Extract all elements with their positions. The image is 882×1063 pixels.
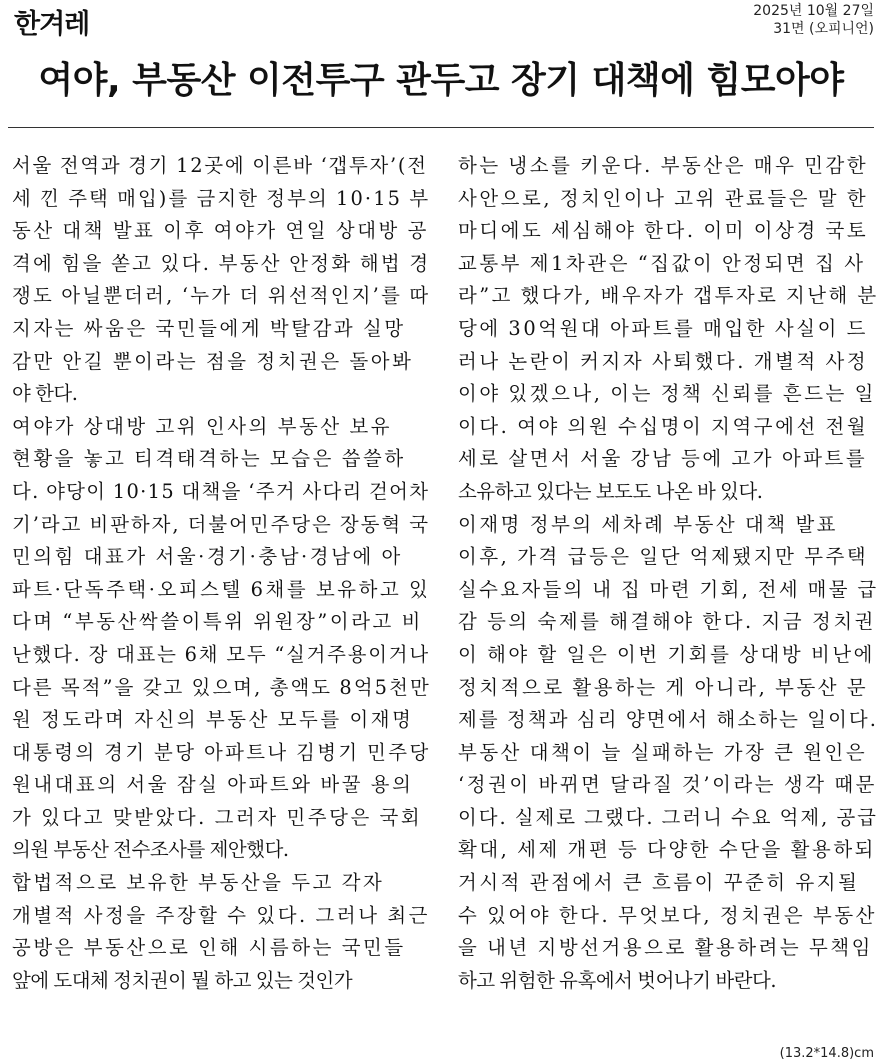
article-text-line: 앞에 도대체 정치권이 뭘 하고 있는 것인가 — [12, 968, 353, 992]
article-text-line: 다. 야당이 10·15 대책을 ‘주거 사다리 걷어차 — [12, 479, 430, 503]
article-text-line: 이다. 실제로 그랬다. 그러니 수요 억제, 공급 — [458, 805, 878, 829]
article-text-line: 정치적으로 활용하는 게 아니라, 부동산 문 — [458, 675, 869, 699]
article-text-line: 야 한다. — [12, 382, 78, 406]
article-text-line: 교통부 제1차관은 “집값이 안정되면 집 사 — [458, 251, 866, 275]
article-text-line: 러나 논란이 커지자 사퇴했다. 개별적 사정 — [458, 349, 869, 373]
article-text-line: 마디에도 세심해야 한다. 이미 이상경 국토 — [458, 219, 869, 243]
article-text-line: 이재명 정부의 세차례 부동산 대책 발표 — [458, 512, 839, 536]
article-text-line: 쟁도 아닐뿐더러, ‘누가 더 위선적인지’를 따 — [12, 284, 431, 308]
article-text-line: 격에 힘을 쏟고 있다. 부동산 안정화 해법 경 — [12, 251, 431, 275]
article-text-line: 서울 전역과 경기 12곳에 이른바 ‘갭투자’(전 — [12, 154, 428, 177]
article-column-right — [458, 150, 879, 997]
article-text-line: 원 정도라며 자신의 부동산 모두를 이재명 — [12, 708, 414, 732]
article-text-line: 이야 있겠으나, 이는 정책 신뢰를 흔드는 일 — [458, 382, 876, 406]
article-text-line: 소유하고 있다는 보도도 나온 바 있다. — [458, 479, 763, 503]
article-headline: 여야, 부동산 이전투구 관두고 장기 대책에 힘모아야 — [38, 60, 844, 101]
article-text-line: 감만 안길 뿐이라는 점을 정치권은 돌아봐 — [12, 349, 414, 373]
article-text-line: 다며 “부동산싹쓸이특위 위원장”이라고 비 — [12, 610, 423, 634]
article-text-line: 하고 위험한 유혹에서 벗어나기 바란다. — [458, 968, 777, 992]
newspaper-logo: 한겨레 — [14, 9, 90, 40]
article-text-line: 세로 살면서 서울 강남 등에 고가 아파트를 — [458, 447, 868, 471]
article-text-line: 감 등의 숙제를 해결해야 한다. 지금 정치권 — [458, 610, 876, 634]
article-text-line: 제를 정책과 심리 양면에서 해소하는 일이다. — [458, 708, 879, 732]
article-text-line: 난했다. 장 대표는 6채 모두 “실거주용이거나 — [12, 642, 430, 666]
article-text-line: 합법적으로 보유한 부동산을 두고 각자 — [12, 871, 385, 895]
article-text-line: 수 있어야 한다. 무엇보다, 정치권은 부동산 — [458, 903, 877, 927]
article-text-line: 파트·단독주택·오피스텔 6채를 보유하고 있 — [12, 577, 431, 601]
article-text-line: 의원 부동산 전수조사를 제안했다. — [12, 838, 289, 862]
clipping-dimensions: (13.2*14.8)cm — [779, 1046, 874, 1061]
article-text-line: 세 낀 주택 매입)를 금지한 정부의 10·15 부 — [12, 186, 431, 210]
article-text-line: 원내대표의 서울 잠실 아파트와 바꿀 용의 — [12, 773, 414, 797]
masthead-meta — [753, 2, 874, 38]
article-text-line: 이 해야 할 일은 이번 기회를 상대방 비난에 — [458, 642, 875, 666]
article-text-line: 기’라고 비판하자, 더불어민주당은 장동혁 국 — [12, 512, 430, 536]
article-text-line: 다른 목적”을 갖고 있으며, 총액도 8억5천만 — [12, 675, 431, 699]
article-text-line: 을 내년 지방선거용으로 활용하려는 무책임 — [458, 936, 874, 960]
article-text-line: 하는 냉소를 키운다. 부동산은 매우 민감한 — [458, 154, 869, 177]
article-text-line: 당에 30억원대 아파트를 매입한 사실이 드 — [458, 316, 868, 340]
article-text-line: 대통령의 경기 분당 아파트나 김병기 민주당 — [12, 740, 431, 764]
article-text-line: 개별적 사정을 주장할 수 있다. 그러나 최근 — [12, 903, 430, 927]
article-column-left — [12, 150, 431, 997]
article-text-line: 현황을 놓고 티격태격하는 모습은 씁쓸하 — [12, 447, 406, 471]
headline-divider — [8, 127, 874, 128]
article-text-line: 가 있다고 맞받았다. 그러자 민주당은 국회 — [12, 805, 423, 829]
article-text-line: 이후, 가격 급등은 일단 억제됐지만 무주택 — [458, 545, 869, 569]
article-text-line: 공방은 부동산으로 인해 시름하는 국민들 — [12, 936, 406, 960]
article-text-line: 민의힘 대표가 서울·경기·충남·경남에 아 — [12, 545, 403, 569]
article-text-line: 동산 대책 발표 이후 여야가 연일 상대방 공 — [12, 219, 429, 243]
article-text-line: 확대, 세제 개편 등 다양한 수단을 활용하되 — [458, 838, 876, 862]
article-text-line: 지자는 싸움은 국민들에게 박탈감과 실망 — [12, 316, 406, 340]
article-text-line: 거시적 관점에서 큰 흐름이 꾸준히 유지될 — [458, 871, 860, 895]
article-text-line: 실수요자들의 내 집 마련 기회, 전세 매물 급 — [458, 577, 879, 601]
article-text-line: 여야가 상대방 고위 인사의 부동산 보유 — [12, 414, 393, 438]
article-text-line: 부동산 대책이 늘 실패하는 가장 큰 원인은 — [458, 740, 868, 764]
article-text-line: ‘정권이 바뀌면 달라질 것’이라는 생각 때문 — [458, 773, 877, 797]
article-text-line: 이다. 여야 의원 수십명이 지역구에선 전월 — [458, 414, 869, 438]
page-section: 31면 (오피니언) — [773, 21, 874, 37]
publication-date: 2025년 10월 27일 — [753, 3, 874, 19]
article-text-line: 라”고 했다가, 배우자가 갭투자로 지난해 분 — [458, 284, 879, 308]
article-text-line: 사안으로, 정치인이나 고위 관료들은 말 한 — [458, 186, 869, 210]
